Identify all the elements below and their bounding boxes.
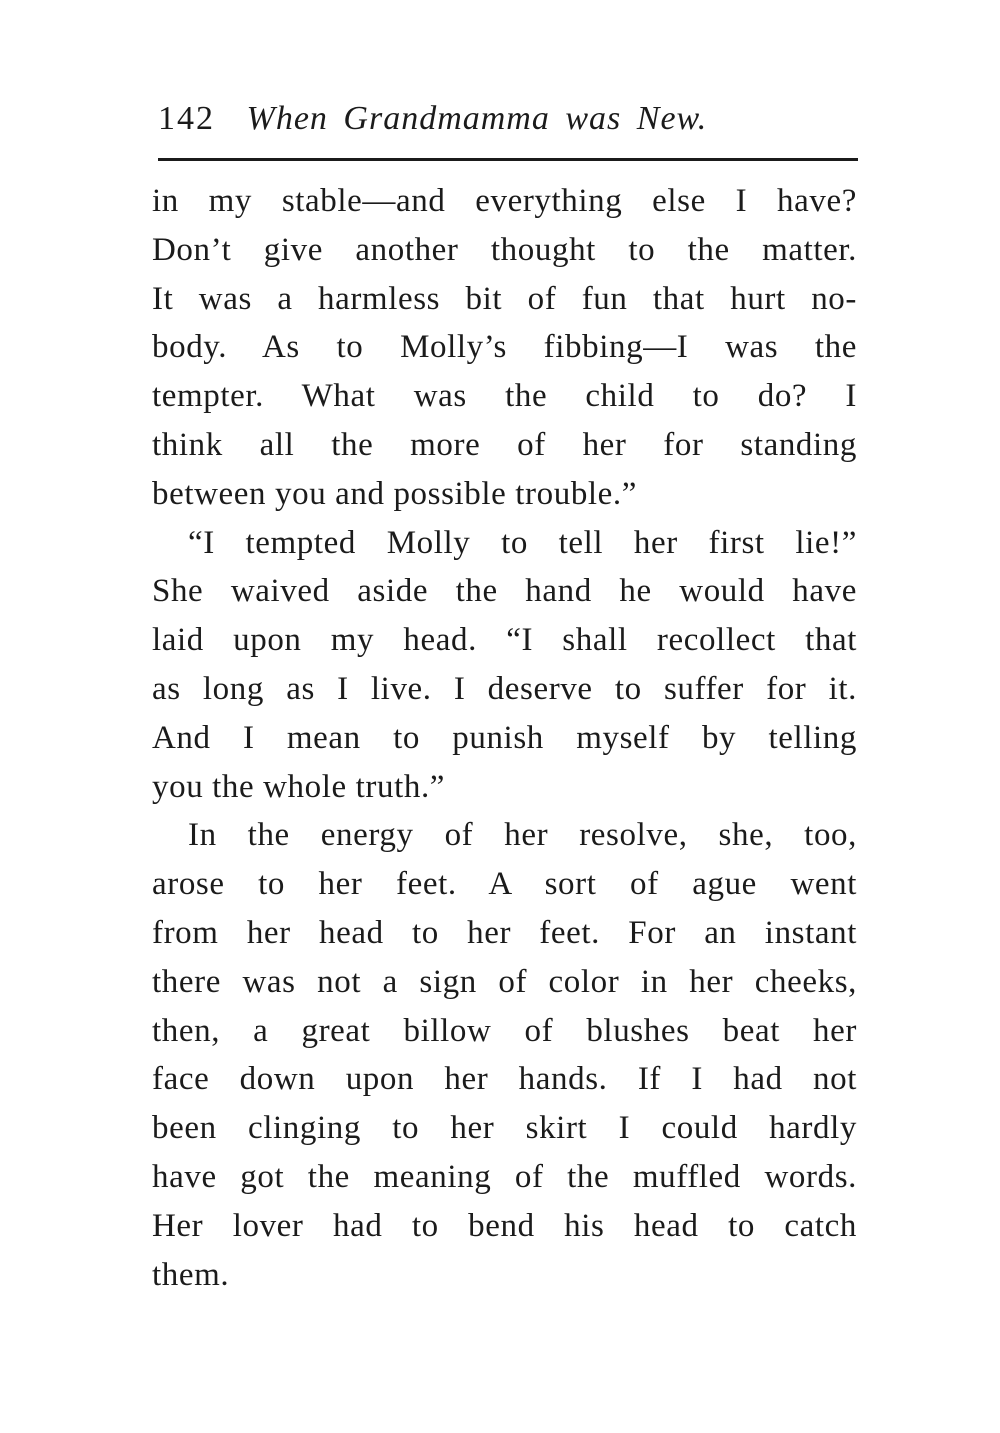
text-line: them. (152, 1256, 230, 1293)
text-line: then, a great billow of blushes beat her (152, 1012, 857, 1049)
text-line: Don’t give another thought to the matter. (152, 231, 857, 268)
text-line: between you and possible trouble.” (152, 475, 638, 512)
text-line: arose to her feet. A sort of ague went (152, 866, 857, 903)
text-line: She waived aside the hand he would have (152, 573, 857, 610)
page-number: 142 (158, 100, 215, 137)
text-line: Her lover had to bend his head to catch (152, 1207, 857, 1244)
text-line: laid upon my head. “I shall recollect that (152, 622, 857, 659)
text-line: face down upon her hands. If I had not (152, 1061, 857, 1098)
text-line: in my stable—and everything else I have? (152, 183, 857, 219)
running-head (158, 100, 858, 150)
text-line: you the whole truth.” (152, 768, 446, 805)
text-line: “I tempted Molly to tell her first lie!” (188, 524, 857, 561)
text-line: think all the more of her for standing (152, 426, 857, 463)
text-line: body. As to Molly’s fibbing—I was the (152, 329, 857, 366)
book-title: When Grandmamma was New. (246, 100, 708, 137)
text-line: been clinging to her skirt I could hardly (152, 1110, 857, 1147)
text-line: from her head to her feet. For an instant (152, 914, 857, 951)
header-rule (158, 158, 858, 161)
text-line: tempter. What was the child to do? I (152, 378, 857, 415)
text-line: have got the meaning of the muffled words. (152, 1158, 857, 1195)
text-line: It was a harmless bit of fun that hurt no- (152, 280, 857, 317)
text-line: as long as I live. I deserve to suffer for it. (152, 670, 857, 707)
text-line: In the energy of her resolve, she, too, (188, 817, 857, 854)
text-line: And I mean to punish myself by telling (152, 719, 857, 756)
body-text (152, 177, 857, 1299)
text-line: there was not a sign of color in her cheeks, (152, 963, 857, 1000)
